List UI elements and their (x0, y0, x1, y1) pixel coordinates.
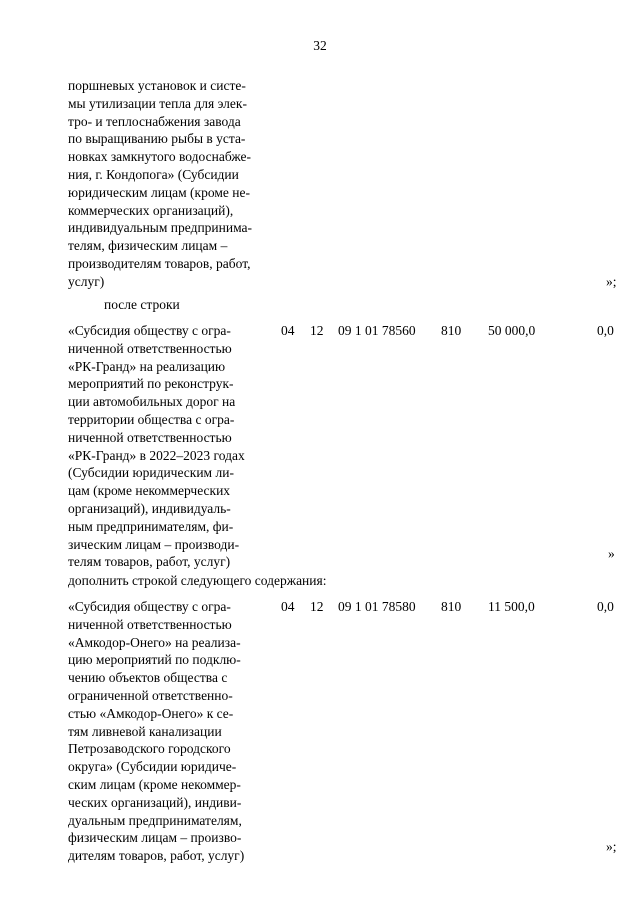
text-line: ниченной ответственностью (68, 616, 232, 632)
row-description-continuation (68, 77, 283, 291)
row-2-target-article: 09 1 01 78580 (338, 599, 416, 614)
text-line: ческих организаций), индиви- (68, 794, 242, 810)
text-line: тро- и теплоснабжения завода (68, 113, 241, 129)
text-line: ции автомобильных дорог на (68, 394, 236, 410)
text-line: «Субсидия обществу с огра- (68, 323, 231, 338)
text-line: дуальным предпринимателям, (68, 812, 242, 828)
instruction-after-row: после строки (104, 297, 180, 312)
text-line: телям товаров, работ, услуг) (68, 554, 231, 570)
text-line: «Субсидия обществу с огра- (68, 599, 231, 614)
text-line: ским лицам (кроме некоммер- (68, 776, 241, 792)
text-line: ниченной ответственностью (68, 429, 232, 445)
text-line: организаций), индивидуаль- (68, 500, 231, 516)
row-2-amount-2: 0,0 (597, 599, 614, 614)
text-line: юридическим лицам (кроме не- (68, 184, 250, 200)
text-line: «Амкодор-Онего» на реализа- (68, 634, 241, 650)
text-line: зическим лицам – производи- (68, 536, 240, 552)
instruction-add-row: дополнить строкой следующего содержания: (68, 573, 327, 588)
text-line: тям ливневой канализации (68, 723, 222, 739)
text-line: округа» (Субсидии юридиче- (68, 759, 237, 775)
text-line: (Субсидии юридическим ли- (68, 465, 234, 481)
row-2-section: 04 (281, 599, 295, 614)
closing-quote-mark: »; (606, 274, 617, 289)
row-1-expense-type: 810 (441, 323, 462, 338)
text-line: ограниченной ответственно- (68, 687, 233, 703)
closing-quote-mark: »; (606, 839, 617, 854)
text-line: ным предпринимателям, фи- (68, 518, 234, 534)
closing-quote-mark: » (608, 546, 615, 561)
row-1-section: 04 (281, 323, 295, 338)
text-line: новках замкнутого водоснабже- (68, 149, 251, 165)
row-1-description (68, 322, 283, 571)
text-line: услуг) (68, 273, 105, 289)
text-line: телям, физическим лицам – (68, 238, 228, 254)
text-line: по выращиванию рыбы в уста- (68, 131, 246, 147)
text-line: производителям товаров, работ, (68, 255, 251, 271)
text-line: ния, г. Кондопога» (Субсидии (68, 166, 239, 182)
row-1-amount-1: 50 000,0 (488, 323, 536, 338)
text-line: индивидуальным предпринима- (68, 220, 253, 236)
text-line: физическим лицам – произво- (68, 830, 242, 846)
text-line: цам (кроме некоммерческих (68, 483, 231, 499)
text-line: «РК-Гранд» в 2022–2023 годах (68, 447, 245, 463)
text-line: цию мероприятий по подклю- (68, 652, 241, 668)
row-1-target-article: 09 1 01 78560 (338, 323, 416, 338)
row-1-subsection: 12 (310, 323, 324, 338)
text-line: «РК-Гранд» на реализацию (68, 358, 226, 374)
text-line: стью «Амкодор-Онего» к се- (68, 705, 234, 721)
text-line: ниченной ответственностью (68, 340, 232, 356)
row-2-amount-1: 11 500,0 (488, 599, 535, 614)
row-2-expense-type: 810 (441, 599, 462, 614)
row-2-description (68, 598, 283, 865)
page-number: 32 (313, 38, 327, 53)
text-line: мероприятий по реконструк- (68, 376, 234, 392)
text-line: дителям товаров, работ, услуг) (68, 848, 245, 864)
row-2-subsection: 12 (310, 599, 324, 614)
text-line: поршневых установок и систе- (68, 78, 246, 93)
text-line: Петрозаводского городского (68, 741, 231, 757)
text-line: территории общества с огра- (68, 411, 235, 427)
row-1-amount-2: 0,0 (597, 323, 614, 338)
text-line: мы утилизации тепла для элек- (68, 95, 247, 111)
text-line: чению объектов общества с (68, 670, 228, 686)
text-line: коммерческих организаций), (68, 202, 234, 218)
